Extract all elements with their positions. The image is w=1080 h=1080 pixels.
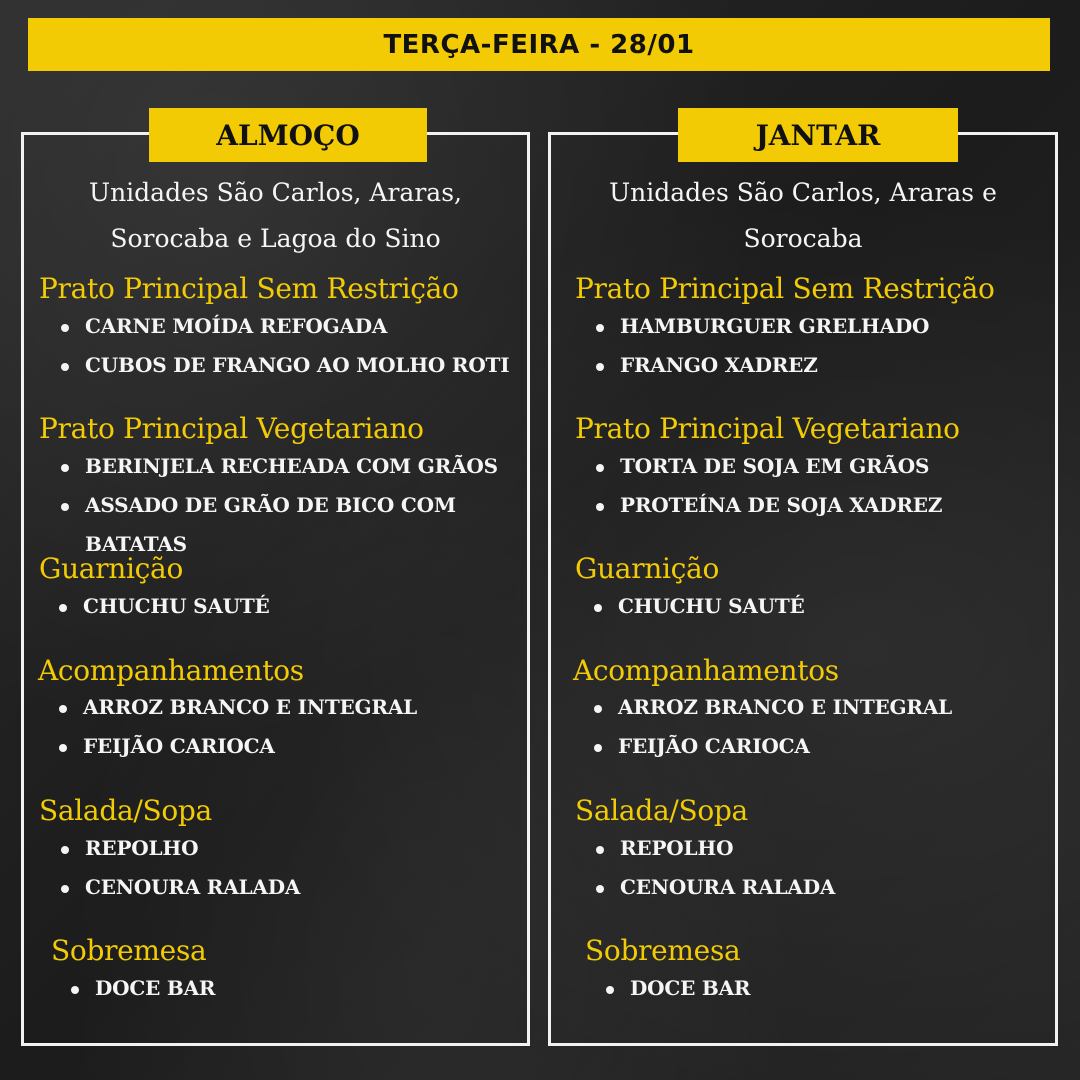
list-item: CHUCHU SAUTÉ	[592, 587, 805, 626]
lunch-side-list	[57, 587, 270, 626]
list-item: CENOURA RALADA	[59, 868, 300, 907]
lunch-side-title: Guarnição	[39, 552, 183, 585]
dinner-label: JANTAR	[678, 108, 958, 162]
date-header	[28, 18, 1050, 71]
list-item: CUBOS DE FRANGO AO MOLHO ROTI	[59, 346, 509, 385]
lunch-acc-title: Acompanhamentos	[38, 654, 304, 687]
list-item: ASSADO DE GRÃO DE BICO COM BATATAS	[59, 486, 485, 564]
lunch-main-title: Prato Principal Sem Restrição	[39, 272, 459, 305]
lunch-column	[21, 118, 530, 1046]
lunch-salad-list	[59, 829, 300, 907]
lunch-dessert-list	[69, 969, 215, 1008]
dinner-units-line: Unidades São Carlos, Araras e	[609, 178, 997, 207]
dinner-acc-title: Acompanhamentos	[573, 654, 839, 687]
list-item: ARROZ BRANCO E INTEGRAL	[57, 688, 417, 727]
dinner-veg-title: Prato Principal Vegetariano	[575, 412, 960, 445]
lunch-main-list	[59, 307, 509, 385]
list-item: CHUCHU SAUTÉ	[57, 587, 270, 626]
list-item: FEIJÃO CARIOCA	[57, 727, 417, 766]
dinner-column	[548, 118, 1058, 1046]
dinner-units-line: Sorocaba	[743, 224, 863, 253]
lunch-acc-list	[57, 688, 417, 766]
dinner-dessert-title: Sobremesa	[585, 934, 741, 967]
lunch-units-line: Sorocaba e Lagoa do Sino	[110, 224, 441, 253]
list-item: CARNE MOÍDA REFOGADA	[59, 307, 509, 346]
dinner-dessert-list	[604, 969, 750, 1008]
lunch-veg-list	[59, 447, 498, 564]
list-item: FRANGO XADREZ	[594, 346, 929, 385]
list-item: REPOLHO	[59, 829, 300, 868]
lunch-dessert-title: Sobremesa	[51, 934, 207, 967]
dinner-salad-list	[594, 829, 835, 907]
lunch-units	[24, 170, 527, 262]
dinner-side-list	[592, 587, 805, 626]
list-item: DOCE BAR	[604, 969, 750, 1008]
lunch-units-line: Unidades São Carlos, Araras,	[89, 178, 462, 207]
dinner-salad-title: Salada/Sopa	[575, 794, 748, 827]
list-item: DOCE BAR	[69, 969, 215, 1008]
dinner-units	[551, 170, 1055, 262]
list-item: PROTEÍNA DE SOJA XADREZ	[594, 486, 942, 525]
dinner-acc-list	[592, 688, 952, 766]
dinner-main-title: Prato Principal Sem Restrição	[575, 272, 995, 305]
lunch-label: ALMOÇO	[149, 108, 427, 162]
list-item: CENOURA RALADA	[594, 868, 835, 907]
date-title: TERÇA-FEIRA - 28/01	[383, 29, 695, 60]
dinner-main-list	[594, 307, 929, 385]
dinner-veg-list	[594, 447, 942, 525]
list-item: ARROZ BRANCO E INTEGRAL	[592, 688, 952, 727]
list-item: REPOLHO	[594, 829, 835, 868]
lunch-salad-title: Salada/Sopa	[39, 794, 212, 827]
list-item: FEIJÃO CARIOCA	[592, 727, 952, 766]
list-item: TORTA DE SOJA EM GRÃOS	[594, 447, 942, 486]
dinner-side-title: Guarnição	[575, 552, 719, 585]
list-item: BERINJELA RECHEADA COM GRÃOS	[59, 447, 498, 486]
lunch-veg-title: Prato Principal Vegetariano	[39, 412, 424, 445]
list-item: HAMBURGUER GRELHADO	[594, 307, 929, 346]
